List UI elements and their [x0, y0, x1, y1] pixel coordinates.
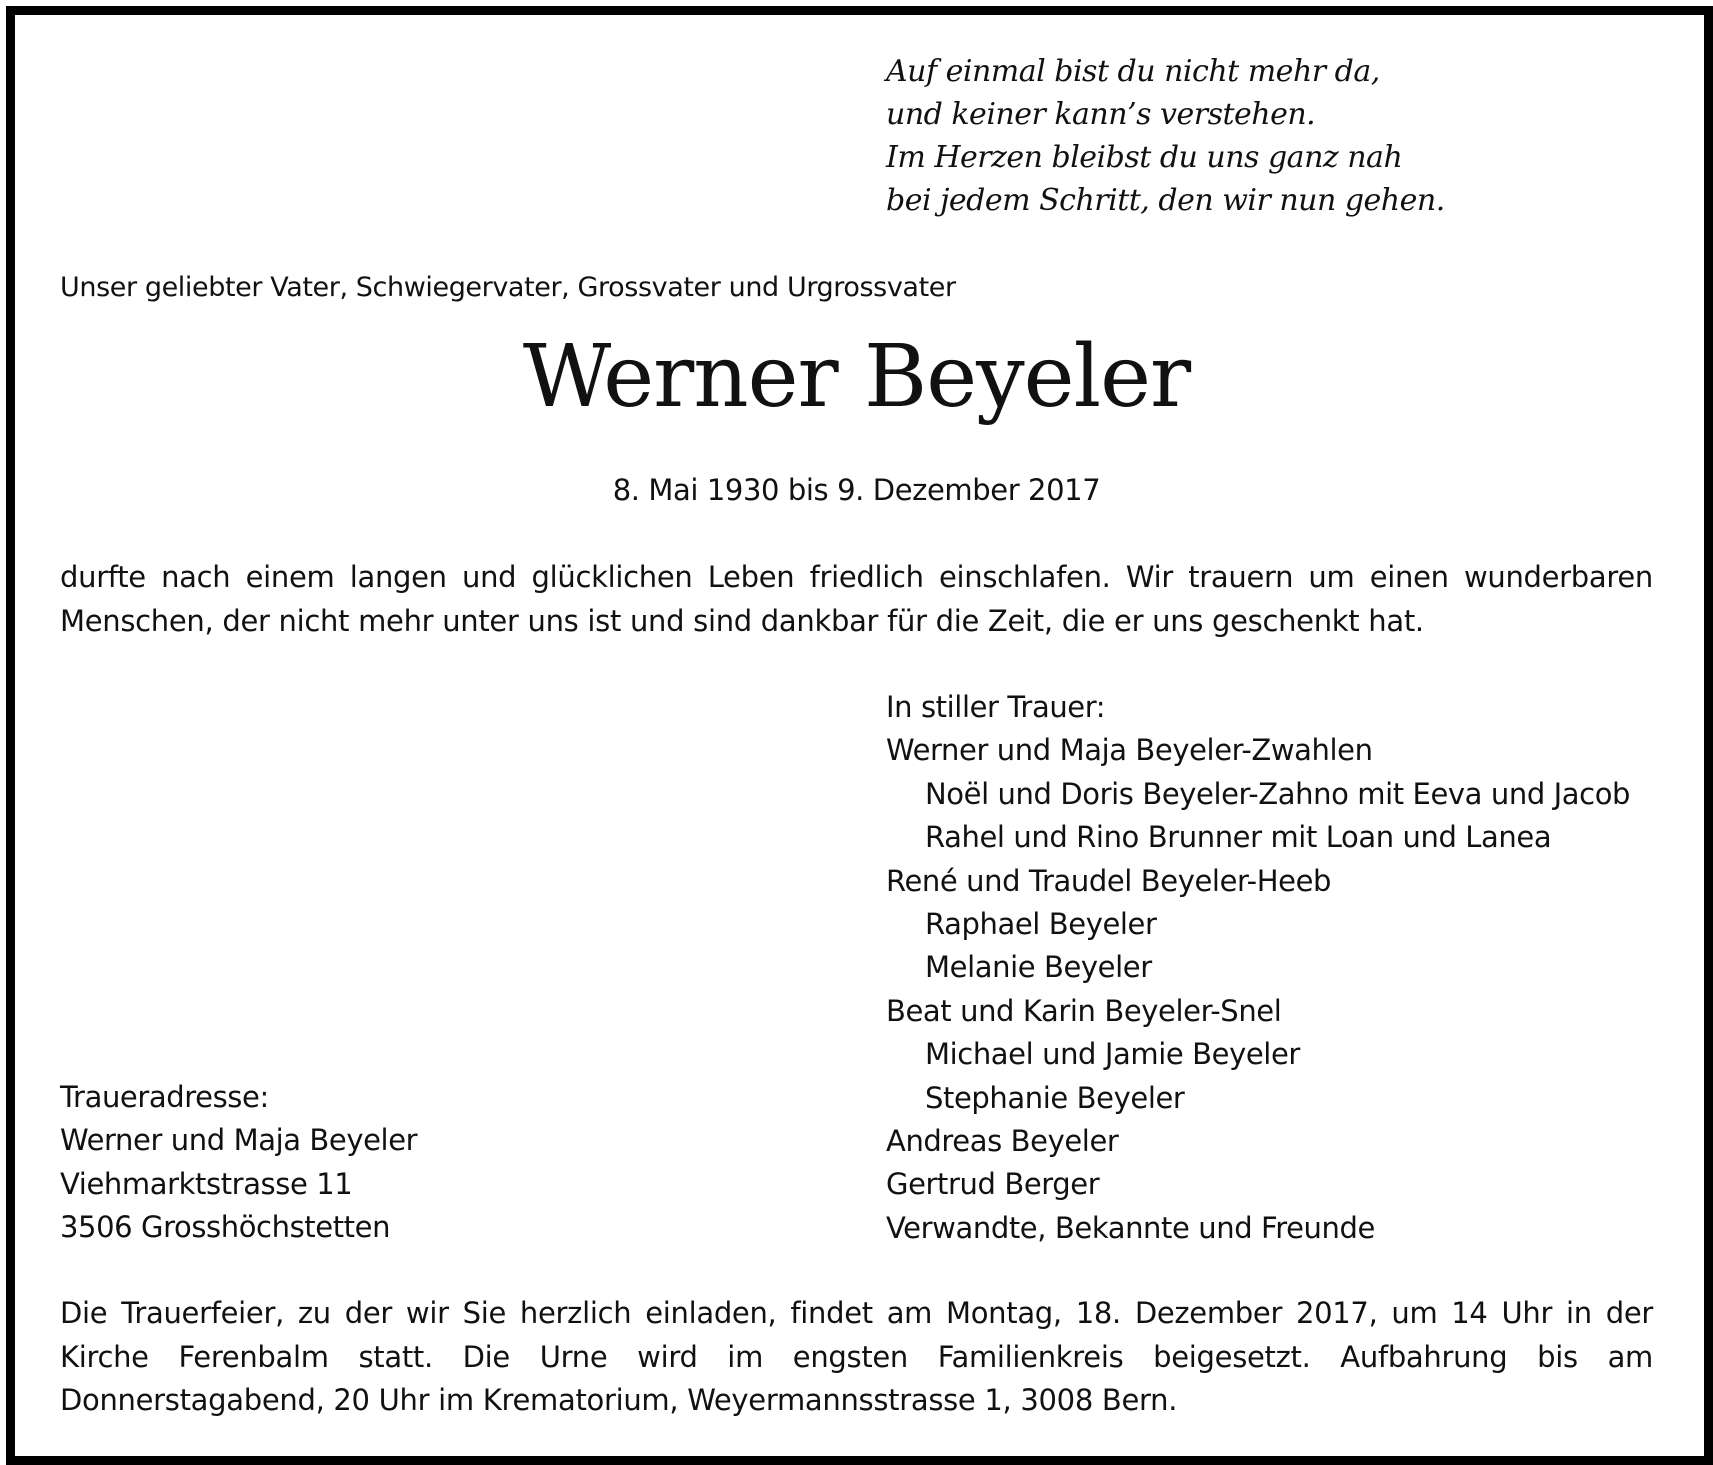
mourner-entry: René und Traudel Beyeler-Heeb — [886, 863, 1332, 898]
mourner-entry: Andreas Beyeler — [886, 1124, 1119, 1159]
mourner-entry: Rahel und Rino Brunner mit Loan und Lanea — [925, 820, 1552, 855]
poem-line: und keiner kann’s verstehen. — [886, 97, 1316, 132]
mourner-entry: Raphael Beyeler — [925, 907, 1157, 942]
poem-line: Auf einmal bist du nicht mehr da, — [886, 54, 1380, 89]
mourners-list — [886, 686, 1630, 1250]
body-text: durfte nach einem langen und glücklichen Leben friedlich einschlafen. Wir trauern um einen wunderbaren Menschen, der nicht mehr unter uns ist und sind dankbar für die Zeit, die er uns geschenkt hat. — [60, 560, 1653, 638]
life-dates: 8. Mai 1930 bis 9. Dezember 2017 — [612, 473, 1101, 507]
mourner-entry: Noël und Doris Beyeler-Zahno mit Eeva und Jacob — [925, 776, 1631, 811]
mourner-entry: Beat und Karin Beyeler-Snel — [886, 993, 1282, 1028]
service-info: Die Trauerfeier, zu der wir Sie herzlich einladen, findet am Montag, 18. Dezember 2017, um 14 Uhr in der Kirche Ferenbalm statt. Die Urne wird im engsten Familienkreis beigesetzt. Aufbahrung bis am Donnerstagabend, 20 Uhr im Krematorium, Weyermannsstrasse 1, 3008 Bern. — [60, 1296, 1653, 1417]
mourner-entry: Michael und Jamie Beyeler — [925, 1037, 1300, 1072]
intro-text: Unser geliebter Vater, Schwiegervater, Grossvater und Urgrossvater — [60, 272, 956, 303]
address-heading: Traueradresse: — [60, 1080, 269, 1114]
mourner-entry: Gertrud Berger — [886, 1167, 1100, 1202]
poem-line: Im Herzen bleibst du uns ganz nah — [886, 140, 1403, 175]
mourner-entry: Werner und Maja Beyeler-Zwahlen — [886, 733, 1373, 768]
poem — [886, 50, 1445, 222]
poem-line: bei jedem Schritt, den wir nun gehen. — [886, 183, 1445, 218]
mourning-address — [60, 1076, 417, 1250]
mourner-entry: Verwandte, Bekannte und Freunde — [886, 1210, 1375, 1245]
address-line: Werner und Maja Beyeler — [60, 1123, 418, 1158]
mourner-entry: Stephanie Beyeler — [925, 1080, 1185, 1115]
address-line: 3506 Grosshöchstetten — [60, 1210, 391, 1245]
mourner-entry: Melanie Beyeler — [925, 950, 1152, 985]
address-line: Viehmarktstrasse 11 — [60, 1166, 353, 1201]
deceased-name: Werner Beyeler — [522, 327, 1191, 427]
mourners-heading: In stiller Trauer: — [886, 690, 1106, 724]
